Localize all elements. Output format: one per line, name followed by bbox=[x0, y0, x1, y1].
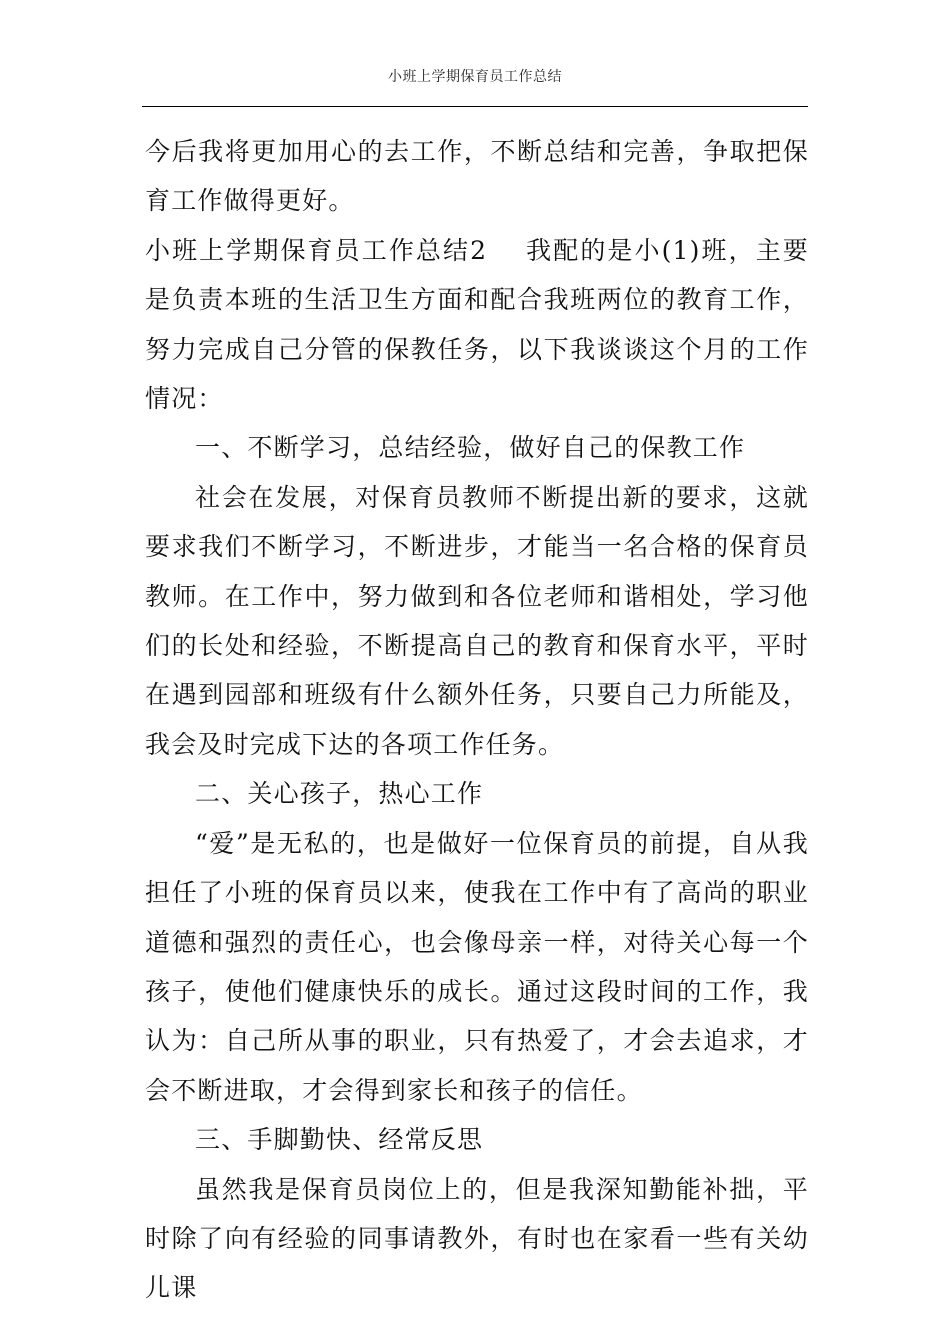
paragraph-diligence: 虽然我是保育员岗位上的，但是我深知勤能补拙，平时除了向有经验的同事请教外，有时也在家看一些有关幼儿课 bbox=[145, 1174, 809, 1303]
section-title: 小班上学期保育员工作总结2 bbox=[145, 235, 488, 265]
heading-caring: 二、关心孩子，热心工作 bbox=[195, 779, 484, 809]
heading-learning: 一、不断学习，总结经验，做好自己的保教工作 bbox=[195, 433, 746, 463]
heading-diligence: 三、手脚勤快、经常反思 bbox=[195, 1125, 484, 1155]
paragraph-closing: 今后我将更加用心的去工作，不断总结和完善，争取把保育工作做得更好。 bbox=[145, 137, 809, 216]
paragraph-learning: 社会在发展，对保育员教师不断提出新的要求，这就要求我们不断学习，不断进步，才能当一名合格的保育员教师。在工作中，努力做到和各位老师和谐相处，学习他们的长处和经验，不断提高自己的教育和保育水平，平时在遇到园部和班级有什么额外任务，只要自己力所能及，我会及时完成下达的各项工作任务。 bbox=[145, 482, 809, 759]
paragraph-caring: “爱”是无私的，也是做好一位保育员的前提，自从我担任了小班的保育员以来，使我在工作中有了高尚的职业道德和强烈的责任心，也会像母亲一样，对待关心每一个孩子，使他们健康快乐的成长。通过这段时间的工作，我认为：自己所从事的职业，只有热爱了，才会去追求，才会不断进取，才会得到家长和孩子的信任。 bbox=[145, 828, 809, 1105]
running-header: 小班上学期保育员工作总结 bbox=[388, 69, 562, 85]
paragraph-summary-2 bbox=[145, 226, 809, 424]
paragraph-intro: 我配的是小(1)班，主要是负责本班的生活卫生方面和配合我班两位的教育工作，努力完成自己分管的保教任务，以下我谈谈这个月的工作情况： bbox=[145, 235, 809, 414]
header-rule bbox=[142, 106, 808, 107]
document-body bbox=[145, 127, 809, 1313]
